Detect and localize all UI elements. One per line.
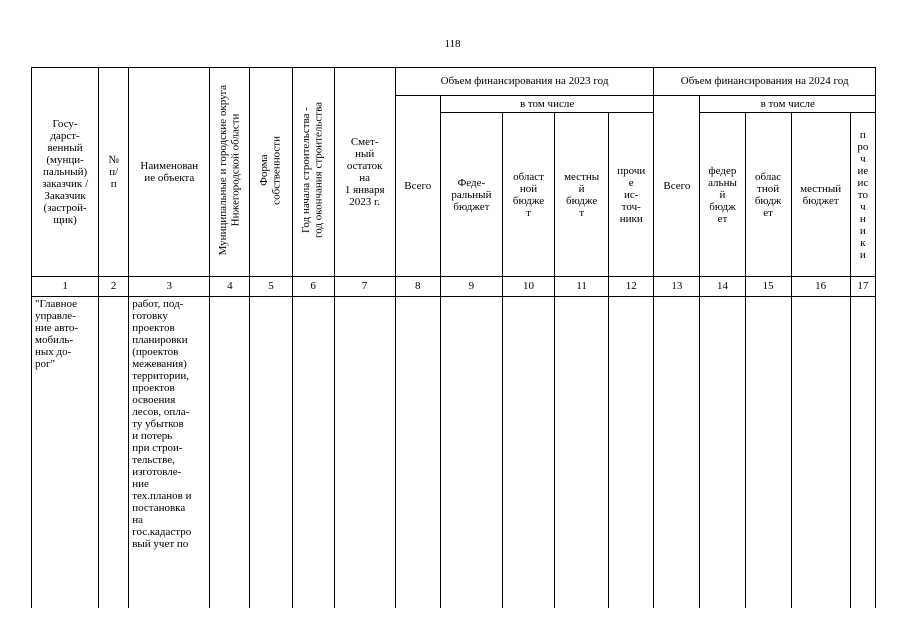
cell-empty [292, 297, 334, 609]
cell-empty [555, 297, 609, 609]
cell-customer: "Главное управле- ние авто- мобиль- ных до- рог" [32, 297, 99, 609]
cell-empty [850, 297, 875, 609]
page-number: 118 [444, 38, 461, 50]
cell-empty [745, 297, 791, 609]
header-other-2023: прочи е ис- точ- ники [609, 113, 654, 277]
column-number: 5 [250, 277, 292, 297]
column-number: 7 [334, 277, 395, 297]
header-regional-2023: област ной бюдже т [502, 113, 554, 277]
header-federal-2024: федер альны й бюдж ет [700, 113, 745, 277]
cell-empty [395, 297, 440, 609]
column-number: 1 [32, 277, 99, 297]
header-customer: Госу- дарст- венный (мунци- пальный) заказчик / Заказчик (застрой- щик) [32, 68, 99, 277]
cell-empty [334, 297, 395, 609]
cell-empty [440, 297, 502, 609]
cell-empty [654, 297, 700, 609]
column-number: 17 [850, 277, 875, 297]
header-federal-2023: Феде- ральный бюджет [440, 113, 502, 277]
column-number-row [32, 277, 876, 297]
cell-empty [210, 297, 250, 609]
header-object-name: Наименован ие объекта [129, 68, 210, 277]
column-number: 4 [210, 277, 250, 297]
column-number: 8 [395, 277, 440, 297]
column-number: 2 [99, 277, 129, 297]
header-local-2023: местны й бюдже т [555, 113, 609, 277]
cell-empty [700, 297, 745, 609]
header-ownership: Форма собственности [250, 68, 292, 277]
column-number: 13 [654, 277, 700, 297]
header-including-2024: в том числе [700, 96, 876, 113]
column-number: 14 [700, 277, 745, 297]
cell-empty [502, 297, 554, 609]
cell-number [99, 297, 129, 609]
header-total-2023: Всего [395, 96, 440, 277]
column-number: 12 [609, 277, 654, 297]
header-number: № п/ п [99, 68, 129, 277]
header-years: Год начала строительства - год окончания строительства [292, 68, 334, 277]
header-other-2024: п ро ч ие ис то ч н и к и [850, 113, 875, 277]
header-financing-2024: Объем финансирования на 2024 год [654, 68, 876, 96]
header-local-2024: местный бюджет [791, 113, 850, 277]
column-number: 16 [791, 277, 850, 297]
header-financing-2023: Объем финансирования на 2023 год [395, 68, 654, 96]
header-regional-2024: облас тной бюдж ет [745, 113, 791, 277]
cell-empty [609, 297, 654, 609]
cell-object-name: работ, под- готовку проектов планировки (проектов межевания) территории, проектов освоения лесов, опла- ту убытков и потерь при строи- тельстве, изготовле- ние тех.планов и постановка на гос.кадастро вый учет по [129, 297, 210, 609]
cell-empty [791, 297, 850, 609]
table-row [32, 297, 876, 609]
header-including-2023: в том числе [440, 96, 654, 113]
header-municipal: Муниципальные и городские округа Нижегородской области [210, 68, 250, 277]
column-number: 10 [502, 277, 554, 297]
column-number: 15 [745, 277, 791, 297]
header-total-2024: Всего [654, 96, 700, 277]
cell-empty [250, 297, 292, 609]
column-number: 11 [555, 277, 609, 297]
column-number: 3 [129, 277, 210, 297]
financing-table [31, 67, 876, 608]
header-estimate-balance: Смет- ный остаток на 1 января 2023 г. [334, 68, 395, 277]
column-number: 9 [440, 277, 502, 297]
column-number: 6 [292, 277, 334, 297]
